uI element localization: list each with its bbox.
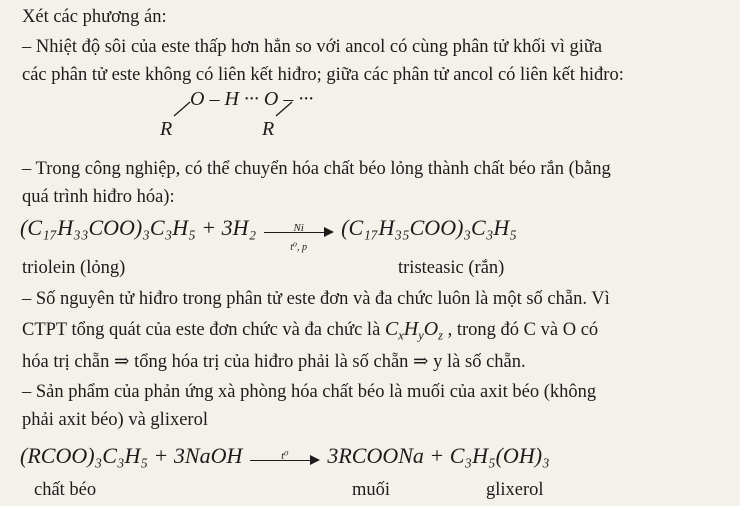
bond-chain: O – H ··· O – ··· bbox=[190, 88, 314, 110]
text-line-8: hóa trị chẵn ⇒ tổng hóa trị của hiđro phải là số chẵn ⇒ y là số chẵn. bbox=[22, 352, 526, 372]
text-line-7b: , trong đó C và O có bbox=[447, 320, 599, 340]
alkyl-r2: R bbox=[262, 118, 275, 140]
text-line-5: quá trình hiđro hóa): bbox=[22, 187, 175, 207]
text-line-7a: CTPT tổng quát của este đơn chức và đa chức là bbox=[22, 320, 381, 340]
text-line-2: – Nhiệt độ sôi của este thấp hơn hẳn so với ancol có cùng phân tử khối vì giữa bbox=[22, 37, 603, 57]
text-line-3: các phân tử este không có liên kết hiđro; giữa các phân tử ancol có liên kết hiđro: bbox=[22, 65, 624, 85]
text-line-6: – Số nguyên tử hiđro trong phân tử este đơn và đa chức luôn là một số chẵn. Vì bbox=[22, 289, 610, 309]
equation-hydrogenation bbox=[20, 214, 517, 253]
label-glixerol: glixerol bbox=[486, 480, 544, 500]
text-line-4: – Trong công nghiệp, có thể chuyển hóa chất béo lỏng thành chất béo rắn (bằng bbox=[22, 159, 611, 179]
label-muoi: muối bbox=[352, 480, 391, 500]
text-line-1: Xét các phương án: bbox=[22, 7, 167, 27]
eq1-reactants: (C₁₇H₃₃COO)₃C₃H₅ + 3H₂ bbox=[20, 215, 257, 240]
eq1-catalyst: Ni bbox=[293, 221, 304, 234]
general-formula: $C_xH_yO_z$ bbox=[384, 318, 443, 343]
text-line-7 bbox=[22, 318, 598, 346]
eq2-arrow bbox=[250, 448, 320, 468]
label-tristeasic: tristeasic (rắn) bbox=[398, 258, 505, 278]
text-line-10: phải axit béo) và glixerol bbox=[22, 410, 208, 430]
eq1-condition: t⁰, p bbox=[290, 241, 308, 253]
eq2-reactants: (RCOO)₃C₃H₅ + 3NaOH bbox=[20, 443, 243, 468]
eq1-arrow bbox=[264, 220, 334, 253]
eq1-products: (C₁₇H₃₅COO)₃C₃H₅ bbox=[341, 215, 517, 240]
label-chat-beo: chất béo bbox=[34, 480, 97, 500]
equation-saponification bbox=[20, 442, 550, 470]
alkyl-r1: R bbox=[160, 118, 173, 140]
eq2-condition: t⁰ bbox=[281, 449, 289, 462]
eq2-products: 3RCOONa + C₃H₅(OH)₃ bbox=[327, 443, 550, 468]
text-line-9: – Sản phẩm của phản ứng xà phòng hóa chất béo là muối của axit béo (không bbox=[22, 382, 597, 402]
label-triolein: triolein (lỏng) bbox=[22, 258, 126, 278]
